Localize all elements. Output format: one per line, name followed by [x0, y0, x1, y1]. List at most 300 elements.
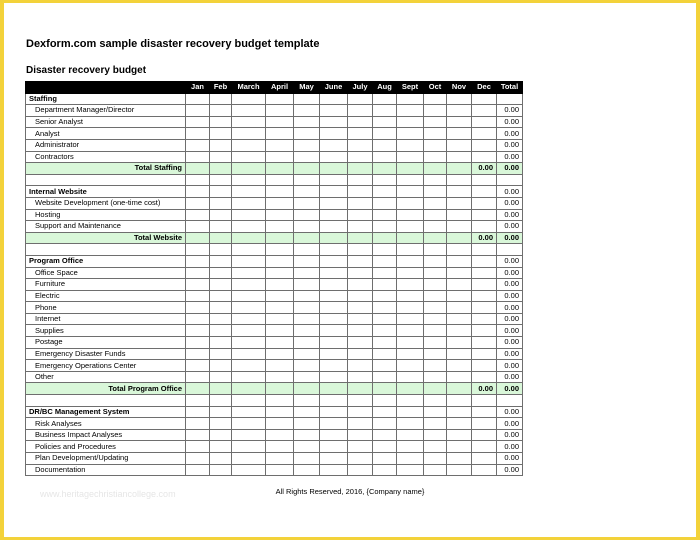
- month-cell: [424, 360, 447, 372]
- month-cell: [186, 93, 210, 105]
- month-cell: [447, 244, 472, 256]
- month-cell: [447, 429, 472, 441]
- month-cell: [210, 371, 232, 383]
- table-row: [26, 371, 523, 383]
- table-row: [26, 279, 523, 291]
- month-cell: [294, 139, 320, 151]
- month-cell: [472, 279, 497, 291]
- month-cell: [186, 383, 210, 395]
- month-cell: [210, 325, 232, 337]
- total-cell: 0.00: [497, 221, 523, 233]
- month-cell: [210, 174, 232, 186]
- month-cell: [294, 337, 320, 349]
- month-cell: [294, 128, 320, 140]
- row-label: Furniture: [26, 279, 186, 291]
- row-label: Plan Development/Updating: [26, 453, 186, 465]
- month-cell: [186, 221, 210, 233]
- month-cell: [373, 337, 397, 349]
- month-cell: [424, 325, 447, 337]
- month-cell: [447, 163, 472, 175]
- month-cell: [294, 395, 320, 407]
- month-cell: [294, 186, 320, 198]
- month-cell: [232, 313, 266, 325]
- month-cell: [348, 197, 373, 209]
- month-cell: [373, 429, 397, 441]
- month-cell: [210, 163, 232, 175]
- total-cell: 0.00: [497, 348, 523, 360]
- month-cell: [320, 383, 348, 395]
- month-cell: [397, 313, 424, 325]
- row-label: Department Manager/Director: [26, 105, 186, 117]
- month-cell: [294, 209, 320, 221]
- total-cell: 0.00: [497, 429, 523, 441]
- month-cell: [397, 255, 424, 267]
- month-cell: [373, 267, 397, 279]
- month-cell: [232, 163, 266, 175]
- month-cell: [266, 337, 294, 349]
- total-cell: 0.00: [497, 418, 523, 430]
- month-cell: [186, 360, 210, 372]
- total-cell: 0.00: [497, 255, 523, 267]
- month-cell: [320, 371, 348, 383]
- month-cell: [294, 244, 320, 256]
- month-cell: [447, 348, 472, 360]
- month-cell: [472, 209, 497, 221]
- month-cell: [232, 197, 266, 209]
- month-cell: [186, 232, 210, 244]
- month-cell: [348, 279, 373, 291]
- month-cell: [397, 116, 424, 128]
- month-cell: [266, 186, 294, 198]
- month-cell: [424, 197, 447, 209]
- total-label: Total Program Office: [26, 383, 186, 395]
- month-cell: [232, 116, 266, 128]
- month-cell: [447, 395, 472, 407]
- group-label: Staffing: [26, 93, 186, 105]
- month-cell: [210, 337, 232, 349]
- month-cell: [320, 302, 348, 314]
- month-cell: [320, 348, 348, 360]
- month-cell: [397, 221, 424, 233]
- month-cell: [266, 313, 294, 325]
- table-row: [26, 418, 523, 430]
- month-cell: [210, 302, 232, 314]
- month-cell: [373, 406, 397, 418]
- row-label: Hosting: [26, 209, 186, 221]
- month-cell: [266, 395, 294, 407]
- month-cell: [472, 290, 497, 302]
- total-cell: 0.00: [497, 197, 523, 209]
- total-cell: 0.00: [497, 116, 523, 128]
- month-cell: [186, 371, 210, 383]
- month-cell: [320, 325, 348, 337]
- month-cell: [447, 139, 472, 151]
- month-cell: [294, 255, 320, 267]
- month-cell: [472, 151, 497, 163]
- total-cell: 0.00: [497, 209, 523, 221]
- table-row: [26, 441, 523, 453]
- month-cell: [210, 186, 232, 198]
- month-cell: [232, 279, 266, 291]
- month-cell: [373, 116, 397, 128]
- month-cell: [424, 348, 447, 360]
- month-cell: [397, 174, 424, 186]
- table-row: [26, 302, 523, 314]
- month-cell: [348, 139, 373, 151]
- month-cell: [424, 174, 447, 186]
- month-cell: [186, 406, 210, 418]
- month-cell: [447, 453, 472, 465]
- month-cell: [348, 163, 373, 175]
- month-cell: [210, 197, 232, 209]
- month-cell: [472, 197, 497, 209]
- month-cell: [348, 360, 373, 372]
- month-cell: [320, 337, 348, 349]
- month-cell: [186, 163, 210, 175]
- month-cell: [232, 244, 266, 256]
- column-header: July: [348, 82, 373, 94]
- total-label: Total Website: [26, 232, 186, 244]
- month-cell: [373, 418, 397, 430]
- month-cell: [348, 395, 373, 407]
- month-cell: [320, 163, 348, 175]
- row-label: Emergency Operations Center: [26, 360, 186, 372]
- month-cell: [373, 290, 397, 302]
- month-cell: [397, 348, 424, 360]
- month-cell: [266, 139, 294, 151]
- month-cell: [320, 418, 348, 430]
- column-header: Oct: [424, 82, 447, 94]
- month-cell: [397, 197, 424, 209]
- month-cell: [320, 255, 348, 267]
- table-row: [26, 325, 523, 337]
- month-cell: [397, 395, 424, 407]
- month-cell: [232, 186, 266, 198]
- month-cell: [210, 255, 232, 267]
- month-cell: [447, 105, 472, 117]
- month-cell: [320, 313, 348, 325]
- month-cell: [397, 163, 424, 175]
- month-cell: [320, 395, 348, 407]
- month-cell: [320, 429, 348, 441]
- month-cell: [210, 464, 232, 476]
- month-cell: [424, 406, 447, 418]
- month-cell: [373, 360, 397, 372]
- month-cell: [232, 174, 266, 186]
- month-cell: [210, 360, 232, 372]
- month-cell: [348, 128, 373, 140]
- budget-table-body: [26, 93, 523, 476]
- month-cell: [294, 93, 320, 105]
- month-cell: [294, 348, 320, 360]
- month-cell: [232, 395, 266, 407]
- month-cell: [472, 174, 497, 186]
- month-cell: [424, 418, 447, 430]
- month-cell: [424, 221, 447, 233]
- column-header: Total: [497, 82, 523, 94]
- month-cell: [210, 105, 232, 117]
- month-cell: [210, 383, 232, 395]
- group-label: DR/BC Management System: [26, 406, 186, 418]
- month-cell: [294, 151, 320, 163]
- month-cell: [210, 116, 232, 128]
- table-row: [26, 128, 523, 140]
- month-cell: [397, 441, 424, 453]
- month-cell: [373, 139, 397, 151]
- column-header: April: [266, 82, 294, 94]
- month-cell: [266, 464, 294, 476]
- month-cell: [232, 290, 266, 302]
- month-cell: [186, 348, 210, 360]
- month-cell: [373, 279, 397, 291]
- month-cell: [320, 464, 348, 476]
- total-row: [26, 383, 523, 395]
- table-row: [26, 151, 523, 163]
- month-cell: [397, 418, 424, 430]
- month-cell: [266, 429, 294, 441]
- month-cell: [348, 105, 373, 117]
- row-label: Postage: [26, 337, 186, 349]
- month-cell: [472, 116, 497, 128]
- month-cell: [320, 221, 348, 233]
- month-cell: [186, 337, 210, 349]
- total-cell: [497, 395, 523, 407]
- month-cell: [348, 441, 373, 453]
- month-cell: [348, 383, 373, 395]
- month-cell: [266, 453, 294, 465]
- month-cell: [397, 279, 424, 291]
- month-cell: [472, 429, 497, 441]
- month-cell: [447, 406, 472, 418]
- month-cell: [447, 313, 472, 325]
- month-cell: [232, 267, 266, 279]
- budget-table: [25, 81, 523, 476]
- month-cell: [472, 371, 497, 383]
- month-cell: [424, 105, 447, 117]
- month-cell: [424, 453, 447, 465]
- month-cell: [186, 186, 210, 198]
- row-label: Documentation: [26, 464, 186, 476]
- month-cell: [447, 441, 472, 453]
- month-cell: [373, 371, 397, 383]
- month-cell: [320, 139, 348, 151]
- month-cell: [348, 255, 373, 267]
- month-cell: [210, 232, 232, 244]
- total-cell: 0.00: [497, 163, 523, 175]
- month-cell: [348, 453, 373, 465]
- watermark: www.heritagechristiancollege.com: [40, 489, 176, 499]
- month-cell: [397, 383, 424, 395]
- month-cell: [472, 139, 497, 151]
- row-label: Other: [26, 371, 186, 383]
- month-cell: [210, 128, 232, 140]
- month-cell: [348, 209, 373, 221]
- month-cell: [210, 406, 232, 418]
- month-cell: [472, 302, 497, 314]
- column-header: March: [232, 82, 266, 94]
- month-cell: [424, 244, 447, 256]
- month-cell: [266, 221, 294, 233]
- month-cell: [424, 441, 447, 453]
- total-cell: 0.00: [497, 105, 523, 117]
- month-cell: [232, 255, 266, 267]
- month-cell: [348, 429, 373, 441]
- month-cell: [320, 406, 348, 418]
- total-cell: [497, 174, 523, 186]
- month-cell: [447, 267, 472, 279]
- month-cell: [424, 429, 447, 441]
- row-label: Website Development (one-time cost): [26, 197, 186, 209]
- column-header: June: [320, 82, 348, 94]
- row-label: Risk Analyses: [26, 418, 186, 430]
- month-cell: [397, 325, 424, 337]
- month-cell: [232, 209, 266, 221]
- month-cell: [294, 429, 320, 441]
- row-label: [26, 244, 186, 256]
- month-cell: [472, 395, 497, 407]
- month-cell: [320, 197, 348, 209]
- month-cell: [348, 116, 373, 128]
- month-cell: [266, 360, 294, 372]
- month-cell: [397, 464, 424, 476]
- month-cell: [348, 221, 373, 233]
- row-label: Office Space: [26, 267, 186, 279]
- month-cell: [373, 232, 397, 244]
- month-cell: [424, 302, 447, 314]
- month-cell: [320, 290, 348, 302]
- month-cell: [472, 360, 497, 372]
- month-cell: [210, 453, 232, 465]
- month-cell: [320, 209, 348, 221]
- month-cell: [397, 244, 424, 256]
- month-cell: [397, 186, 424, 198]
- month-cell: 0.00: [472, 383, 497, 395]
- month-cell: [373, 186, 397, 198]
- month-cell: [373, 105, 397, 117]
- group-row: [26, 406, 523, 418]
- month-cell: [447, 360, 472, 372]
- table-row: [26, 453, 523, 465]
- month-cell: [186, 464, 210, 476]
- month-cell: [373, 174, 397, 186]
- month-cell: [232, 151, 266, 163]
- month-cell: [210, 209, 232, 221]
- month-cell: [210, 279, 232, 291]
- total-cell: 0.00: [497, 232, 523, 244]
- total-label: Total Staffing: [26, 163, 186, 175]
- month-cell: [266, 163, 294, 175]
- total-cell: 0.00: [497, 267, 523, 279]
- month-cell: [447, 418, 472, 430]
- column-header: Nov: [447, 82, 472, 94]
- month-cell: [266, 406, 294, 418]
- month-cell: [447, 302, 472, 314]
- month-cell: [210, 418, 232, 430]
- header-row: [26, 82, 523, 94]
- month-cell: [447, 371, 472, 383]
- total-row: [26, 232, 523, 244]
- month-cell: [266, 325, 294, 337]
- month-cell: [447, 151, 472, 163]
- month-cell: [186, 429, 210, 441]
- month-cell: [320, 174, 348, 186]
- month-cell: [472, 406, 497, 418]
- month-cell: [348, 186, 373, 198]
- month-cell: [424, 290, 447, 302]
- month-cell: [210, 290, 232, 302]
- total-cell: 0.00: [497, 453, 523, 465]
- month-cell: [266, 116, 294, 128]
- column-header: Jan: [186, 82, 210, 94]
- month-cell: [348, 348, 373, 360]
- month-cell: [424, 395, 447, 407]
- month-cell: [424, 116, 447, 128]
- month-cell: [397, 139, 424, 151]
- month-cell: [348, 267, 373, 279]
- total-cell: 0.00: [497, 406, 523, 418]
- month-cell: [186, 418, 210, 430]
- month-cell: [320, 151, 348, 163]
- month-cell: [320, 128, 348, 140]
- month-cell: [320, 360, 348, 372]
- row-label: Electric: [26, 290, 186, 302]
- table-row: [26, 221, 523, 233]
- total-cell: 0.00: [497, 290, 523, 302]
- month-cell: [210, 139, 232, 151]
- month-cell: [186, 105, 210, 117]
- row-label: Business Impact Analyses: [26, 429, 186, 441]
- month-cell: [373, 441, 397, 453]
- total-cell: 0.00: [497, 186, 523, 198]
- total-cell: 0.00: [497, 441, 523, 453]
- group-row: [26, 186, 523, 198]
- row-label: Senior Analyst: [26, 116, 186, 128]
- total-row: [26, 163, 523, 175]
- column-header: Feb: [210, 82, 232, 94]
- month-cell: [210, 221, 232, 233]
- month-cell: [232, 360, 266, 372]
- month-cell: [232, 221, 266, 233]
- total-cell: 0.00: [497, 464, 523, 476]
- total-cell: 0.00: [497, 302, 523, 314]
- row-label: Phone: [26, 302, 186, 314]
- month-cell: [348, 151, 373, 163]
- month-cell: [447, 255, 472, 267]
- month-cell: [397, 151, 424, 163]
- month-cell: [210, 441, 232, 453]
- month-cell: [186, 197, 210, 209]
- month-cell: [373, 395, 397, 407]
- month-cell: [186, 174, 210, 186]
- row-label: Analyst: [26, 128, 186, 140]
- month-cell: [210, 429, 232, 441]
- month-cell: [397, 453, 424, 465]
- month-cell: [472, 128, 497, 140]
- spacer-row: [26, 395, 523, 407]
- month-cell: [472, 453, 497, 465]
- month-cell: 0.00: [472, 163, 497, 175]
- column-header: Dec: [472, 82, 497, 94]
- month-cell: [472, 464, 497, 476]
- month-cell: [294, 267, 320, 279]
- footer: All Rights Reserved, 2016, {Company name}: [275, 487, 425, 496]
- month-cell: [447, 116, 472, 128]
- month-cell: [447, 93, 472, 105]
- month-cell: [424, 337, 447, 349]
- month-cell: [186, 279, 210, 291]
- month-cell: [424, 186, 447, 198]
- month-cell: [186, 116, 210, 128]
